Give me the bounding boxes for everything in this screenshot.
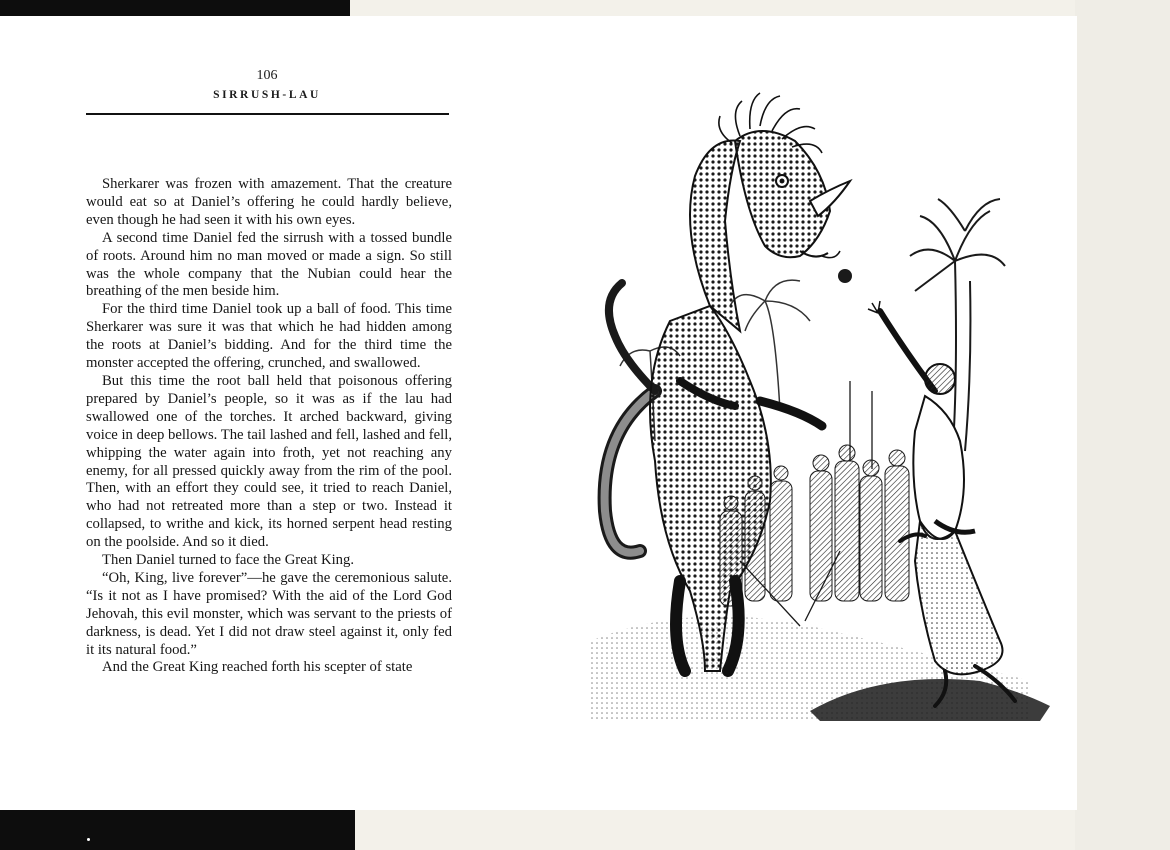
paragraph: Sherkarer was frozen with amazement. That the creature would eat so at Daniel’s offering he could hardly believe, even though he had seen it with his own eyes. — [86, 176, 452, 228]
body-text — [86, 176, 452, 677]
paragraph: A second time Daniel fed the sirrush with a tossed bundle of roots. Around him no man moved or made a sign. So still was the whole company that the Nubian could hear the breathing of the men beside him. — [86, 229, 452, 300]
header-rule — [86, 113, 449, 115]
paragraph: And the Great King reached forth his scepter of state — [102, 659, 413, 676]
paragraph: “Oh, King, live forever”—he gave the ceremonious salute. “Is it not as I have promised? With the aid of the Lord God Jehovah, this evil monster, which was servant to the priests of darkness, is dead. Yet I did not draw steel against it, only fed it its natural food.” — [86, 569, 452, 658]
book-page — [0, 16, 1077, 810]
paragraph: Then Daniel turned to face the Great King. — [102, 552, 355, 569]
scan-speck — [87, 838, 90, 841]
running-head: SIRRUSH-LAU — [213, 89, 321, 101]
food-ball — [838, 269, 852, 283]
paragraph: But this time the root ball held that poisonous offering prepared by Daniel’s people, so it was as if the lau had swallowed one of the torches. It arched backward, giving voice in deep bellows. The tail lashed and fell, lashed and fell, whipping the water again into froth, yet not reaching any enemy, for all pressed quickly away from the rim of the pool. Then, with an effort they could see, it tried to reach Daniel, who had not retreated more than a step or two. Instead it collapsed, to writhe and kick, its horned serpent head resting on the poolside. And so it died. — [86, 372, 452, 551]
scan-background-right — [1075, 0, 1170, 850]
scan-border-bottom — [0, 810, 355, 850]
paragraph: For the third time Daniel took up a ball of food. This time Sherkarer was sure it was that which he had hidden among the roots at Daniel’s bidding. And for the third time the monster accepted the offering, crunched, and swallowed. — [86, 301, 452, 372]
sirrush-illustration — [560, 81, 1065, 731]
page-number: 106 — [256, 68, 278, 83]
